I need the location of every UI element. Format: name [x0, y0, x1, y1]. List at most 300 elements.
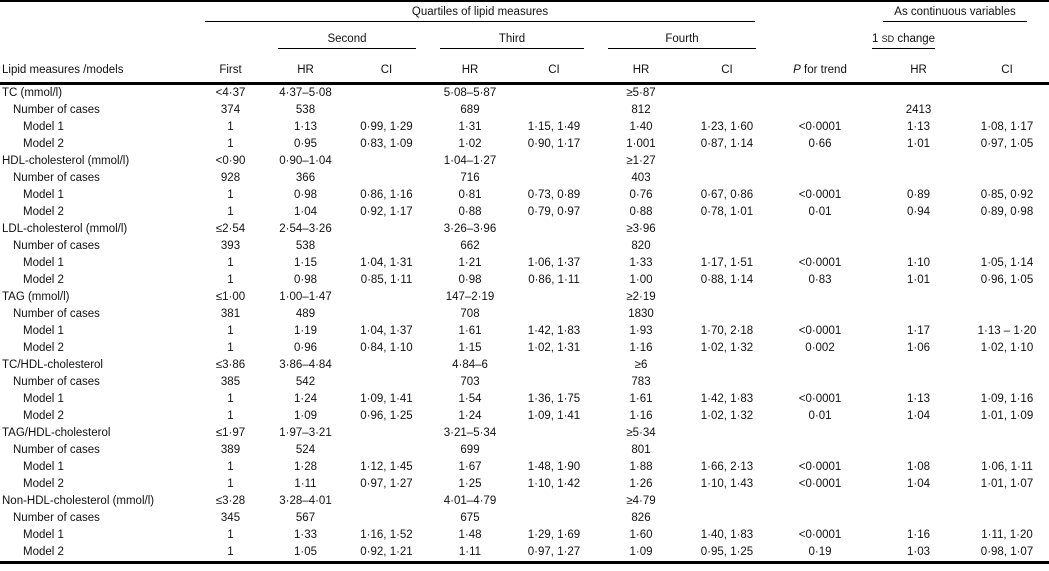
empty-cell [686, 289, 768, 306]
ci-value: 1·15, 1·49 [527, 120, 581, 133]
ci-value: 0·99, 1·29 [360, 120, 413, 133]
empty-cell [965, 221, 1049, 238]
hr-value: 1·26 [629, 477, 653, 490]
p-trend-value: 0·01 [808, 409, 832, 422]
empty-cell [872, 493, 965, 510]
cases-count: 381 [220, 307, 241, 320]
lipid-measure-label: TAG (mmol/l) [2, 290, 70, 303]
empty-cell [872, 289, 965, 306]
model-row [0, 255, 1049, 272]
ci-value: 1·13 – 1·20 [977, 324, 1037, 337]
hr-value: 1·40 [629, 120, 653, 133]
ci-value: 0·84, 1·10 [360, 341, 413, 354]
p-trend-value: 0·66 [808, 137, 832, 150]
ci-value: 0·96, 1·05 [980, 273, 1034, 286]
model-row-label: Model 2 [23, 545, 64, 558]
cases-count: 662 [460, 239, 480, 252]
empty-cell [512, 306, 596, 323]
model-row [0, 340, 1049, 357]
hr-value: 1 [227, 324, 234, 337]
quartile-range-value: ≤1·00 [215, 290, 246, 303]
cases-count: 366 [295, 171, 316, 184]
fourth-quartile-label: Fourth [608, 33, 756, 49]
ci-value: 1·36, 1·75 [527, 392, 581, 405]
hr-value: 1 [227, 120, 234, 133]
hr-value: 1·13 [907, 120, 931, 133]
cases-row-label: Number of cases [13, 239, 100, 252]
cases-count: 567 [295, 511, 316, 524]
model-row [0, 119, 1049, 136]
cases-row [0, 510, 1049, 527]
empty-cell [872, 83, 965, 102]
ci-value: 1·11, 1·20 [981, 528, 1033, 541]
cases-count: 403 [631, 171, 651, 184]
empty-cell [768, 493, 872, 510]
hr-value: 1·33 [293, 528, 318, 541]
cases-row [0, 374, 1049, 391]
ci-value: 0·85, 0·92 [980, 188, 1034, 201]
hr-value: 1·67 [458, 460, 482, 473]
ci-value: 1·10, 1·42 [527, 477, 581, 490]
hr-value: 1·06 [907, 341, 931, 354]
measure-row [0, 153, 1049, 170]
ci-value: 1·09, 1·41 [360, 392, 413, 405]
quartile-range-value: ≥3·96 [626, 222, 656, 235]
model-row [0, 204, 1049, 221]
hr-value: 1·15 [293, 256, 318, 269]
ci-value: 0·95, 1·25 [700, 545, 754, 558]
ci-value: 1·48, 1·90 [527, 460, 581, 473]
quartile-range-value: ≥1·27 [626, 154, 656, 167]
hr-value: 1·01 [907, 137, 931, 150]
hr-value: 1·09 [293, 409, 318, 422]
empty-cell [872, 170, 965, 187]
quartile-range-value: ≥5·87 [626, 86, 656, 99]
empty-cell [512, 170, 596, 187]
empty-cell [768, 1, 872, 24]
model-row [0, 408, 1049, 425]
empty-cell [768, 425, 872, 442]
p-trend-value: <0·0001 [798, 460, 842, 473]
empty-cell [686, 510, 768, 527]
p-trend-value: 0·19 [808, 545, 832, 558]
ci-value: 1·40, 1·83 [700, 528, 754, 541]
empty-cell [345, 425, 428, 442]
empty-cell [872, 374, 965, 391]
empty-cell [768, 102, 872, 119]
ci-value: 0·89, 0·98 [980, 205, 1034, 218]
hr-value: 1·16 [907, 528, 931, 541]
hr-value: 1·05 [293, 545, 318, 558]
model-row [0, 544, 1049, 563]
hr-value: 0·76 [629, 188, 653, 201]
cases-count: 542 [295, 375, 316, 388]
hr-value: 1 [227, 341, 234, 354]
empty-cell [965, 374, 1049, 391]
empty-cell [345, 153, 428, 170]
quartile-range-value: <4·37 [215, 86, 246, 99]
quartile-range-value: ≥5·34 [626, 426, 656, 439]
hr-value: 0·98 [458, 273, 482, 286]
ci-value: 1·04, 1·37 [360, 324, 413, 337]
quartile-range-value: 2·54–3·26 [279, 222, 332, 235]
cases-row [0, 238, 1049, 255]
cases-row [0, 442, 1049, 459]
hr-value: 1 [227, 137, 234, 150]
cases-count: 716 [460, 171, 480, 184]
empty-cell [686, 102, 768, 119]
third-quartile-label: Third [440, 33, 584, 49]
cases-count: 783 [631, 375, 651, 388]
fourth-quartile-header [596, 24, 768, 51]
hr-value: 1 [227, 460, 234, 473]
hr-value: 1·02 [458, 137, 482, 150]
row-label-header: Lipid measures /models [0, 51, 195, 83]
quartile-range-value: 4·84–6 [452, 358, 488, 371]
empty-cell [512, 510, 596, 527]
third-quartile-header [428, 24, 596, 51]
cases-count: 489 [295, 307, 316, 320]
ci-value: 0·87, 1·14 [700, 137, 754, 150]
quartile-range-value: ≤1·97 [215, 426, 246, 439]
ci-value: 0·79, 0·97 [527, 205, 581, 218]
hr-value: 1·28 [293, 460, 318, 473]
empty-cell [512, 83, 596, 102]
ci-value: 0·97, 1·05 [980, 137, 1034, 150]
cases-row-label: Number of cases [13, 443, 100, 456]
hr-value: 1·21 [458, 256, 482, 269]
cases-count: 385 [220, 375, 241, 388]
hr-value: 1·24 [458, 409, 482, 422]
empty-cell [686, 238, 768, 255]
quartile-range-value: 3·28–4·01 [279, 494, 332, 507]
hr-value: 1·61 [629, 392, 653, 405]
empty-cell [965, 289, 1049, 306]
ci-value: 0·88, 1·14 [700, 273, 754, 286]
model-row-label: Model 1 [23, 460, 64, 473]
empty-cell [768, 24, 872, 51]
cases-count: 826 [631, 511, 651, 524]
empty-cell [345, 289, 428, 306]
cases-row-label: Number of cases [13, 375, 100, 388]
hr-value: 1·88 [629, 460, 653, 473]
cases-count: 699 [460, 443, 480, 456]
sd-smallcaps: SD [881, 34, 895, 44]
empty-cell [345, 170, 428, 187]
cases-count: 928 [220, 171, 241, 184]
measure-row [0, 425, 1049, 442]
empty-cell [965, 83, 1049, 102]
hr-header: HR [266, 51, 345, 83]
empty-cell [686, 83, 768, 102]
empty-cell [686, 374, 768, 391]
empty-cell [345, 306, 428, 323]
hr-value: 1 [227, 545, 234, 558]
hr-value: 1·13 [907, 392, 931, 405]
empty-cell [512, 357, 596, 374]
ci-value: 1·06, 1·37 [527, 256, 581, 269]
cases-count: 708 [460, 307, 480, 320]
cases-row-label: Number of cases [13, 103, 100, 116]
model-row [0, 476, 1049, 493]
empty-cell [686, 357, 768, 374]
cases-count: 393 [220, 239, 241, 252]
quartile-range-value: ≥6 [634, 358, 648, 371]
hr-value: 1·04 [907, 409, 931, 422]
ci-value: 1·05, 1·14 [980, 256, 1034, 269]
ci-value: 1·17, 1·51 [700, 256, 754, 269]
quartile-range-value: 5·08–5·87 [443, 86, 497, 99]
cases-count: 689 [460, 103, 480, 116]
model-row-label: Model 2 [23, 477, 64, 490]
hr-value: 0·95 [293, 137, 318, 150]
hr-value: 1·24 [293, 392, 318, 405]
empty-cell [512, 289, 596, 306]
quartile-range-value: 4·01–4·79 [443, 494, 497, 507]
p-for-trend-header: P for trend [768, 51, 872, 83]
cases-row-label: Number of cases [13, 307, 100, 320]
cases-count: 801 [631, 443, 651, 456]
ci-value: 0·83, 1·09 [360, 137, 413, 150]
empty-cell [345, 238, 428, 255]
hr-value: 1 [227, 392, 234, 405]
empty-cell [768, 238, 872, 255]
hr-value: 1·03 [907, 545, 931, 558]
hr-value: 1·15 [458, 341, 482, 354]
empty-cell [872, 510, 965, 527]
measure-row [0, 493, 1049, 510]
ci-header: CI [345, 51, 428, 83]
empty-cell [872, 153, 965, 170]
ci-value: 0·97, 1·27 [527, 545, 581, 558]
group-header-row [0, 1, 1049, 24]
model-row-label: Model 2 [23, 205, 64, 218]
empty-cell [686, 306, 768, 323]
hr-value: 0·98 [293, 273, 318, 286]
p-trend-value: <0·0001 [798, 392, 842, 405]
empty-cell [512, 493, 596, 510]
hr-value: 1·08 [907, 460, 931, 473]
ci-value: 0·90, 1·17 [527, 137, 581, 150]
cases-count: 1830 [628, 307, 654, 320]
empty-cell [768, 306, 872, 323]
model-row [0, 187, 1049, 204]
hr-value: 1·01 [907, 273, 931, 286]
model-row-label: Model 2 [23, 273, 64, 286]
hr-value: 1 [227, 477, 234, 490]
quartile-range-value: 1·00–1·47 [279, 290, 332, 303]
p-trend-value: 0·01 [808, 205, 832, 218]
empty-cell [345, 493, 428, 510]
quartiles-group-header [195, 1, 768, 24]
p-trend-value: 0·002 [805, 341, 835, 354]
empty-cell [872, 306, 965, 323]
hr-value: 0·98 [293, 188, 318, 201]
empty-cell [872, 357, 965, 374]
cases-count: 389 [220, 443, 241, 456]
empty-cell [345, 221, 428, 238]
cases-row-label: Number of cases [13, 511, 100, 524]
continuous-group-header [872, 1, 1049, 24]
empty-cell [965, 153, 1049, 170]
model-row-label: Model 2 [23, 341, 64, 354]
empty-cell [965, 238, 1049, 255]
empty-cell [345, 442, 428, 459]
measure-row [0, 357, 1049, 374]
ci-value: 1·02, 1·32 [700, 409, 754, 422]
cases-count: 538 [295, 103, 316, 116]
ci-value: 1·02, 1·31 [527, 341, 581, 354]
p-trend-value: <0·0001 [798, 120, 842, 133]
hr-value: 1·60 [629, 528, 653, 541]
ci-value: 1·09, 1·16 [980, 392, 1034, 405]
lipid-measure-label: Non-HDL-cholesterol (mmol/l) [2, 494, 155, 507]
ci-value: 1·10, 1·43 [700, 477, 754, 490]
ci-value: 1·04, 1·31 [360, 256, 413, 269]
empty-cell [965, 493, 1049, 510]
empty-cell [345, 357, 428, 374]
empty-cell [965, 442, 1049, 459]
empty-cell [195, 24, 266, 51]
ci-header: CI [965, 51, 1049, 83]
continuous-group-label: As continuous variables [883, 6, 1027, 22]
quartile-subheader-row [0, 24, 1049, 51]
empty-cell [768, 510, 872, 527]
measure-row [0, 83, 1049, 102]
quartile-range-value: ≥4·79 [626, 494, 656, 507]
model-row-label: Model 1 [23, 188, 64, 201]
ci-value: 0·86, 1·11 [528, 273, 580, 286]
hr-value: 1·31 [458, 120, 482, 133]
model-row [0, 136, 1049, 153]
empty-cell [965, 306, 1049, 323]
ci-value: 1·01, 1·07 [980, 477, 1034, 490]
ci-value: 0·92, 1·21 [360, 545, 413, 558]
empty-cell [512, 102, 596, 119]
ci-value: 1·09, 1·41 [527, 409, 581, 422]
hr-value: 1·04 [907, 477, 931, 490]
ci-value: 1·29, 1·69 [527, 528, 581, 541]
ci-value: 1·16, 1·52 [360, 528, 413, 541]
hr-value: 1·17 [907, 324, 931, 337]
hr-value: 1·54 [458, 392, 482, 405]
quartile-range-value: ≤2·54 [215, 222, 246, 235]
ci-value: 1·42, 1·83 [700, 392, 754, 405]
hr-value: 1 [227, 409, 234, 422]
empty-cell [686, 425, 768, 442]
model-row [0, 323, 1049, 340]
hr-value: 1·19 [293, 324, 318, 337]
ci-value: 1·01, 1·09 [980, 409, 1034, 422]
empty-cell [768, 153, 872, 170]
hr-value: 1·09 [629, 545, 653, 558]
lipid-measure-label: TAG/HDL-cholesterol [2, 426, 111, 439]
empty-cell [768, 357, 872, 374]
empty-cell [872, 221, 965, 238]
empty-cell [512, 425, 596, 442]
empty-cell [686, 493, 768, 510]
empty-cell [512, 374, 596, 391]
hr-value: 1 [227, 188, 234, 201]
ci-header: CI [686, 51, 768, 83]
second-quartile-label: Second [278, 33, 416, 49]
ci-value: 1·02, 1·32 [700, 341, 754, 354]
quartile-range-value: ≥2·19 [626, 290, 656, 303]
lipid-measure-label: LDL-cholesterol (mmol/l) [2, 222, 128, 235]
empty-cell [965, 170, 1049, 187]
p-trend-value: <0·0001 [798, 256, 842, 269]
hr-value: 1·16 [629, 409, 653, 422]
empty-cell [965, 425, 1049, 442]
model-row [0, 459, 1049, 476]
quartile-range-value: 1·97–3·21 [279, 426, 332, 439]
ci-value: 0·96, 1·25 [360, 409, 413, 422]
table-body [0, 83, 1049, 562]
hr-value: 1 [227, 256, 234, 269]
hr-value: 1·61 [458, 324, 482, 337]
cases-row [0, 102, 1049, 119]
ci-value: 1·06, 1·11 [981, 460, 1033, 473]
hr-value: 1·13 [293, 120, 318, 133]
cases-row-label: Number of cases [13, 171, 100, 184]
cases-count: 812 [631, 103, 651, 116]
ci-value: 1·23, 1·60 [700, 120, 754, 133]
quartile-range-value: 147–2·19 [445, 290, 495, 303]
hr-value: 0·88 [458, 205, 482, 218]
ci-header: CI [512, 51, 596, 83]
ci-value: 1·12, 1·45 [360, 460, 413, 473]
empty-cell [872, 442, 965, 459]
empty-cell [686, 221, 768, 238]
empty-cell [345, 102, 428, 119]
quartile-range-value: <0·90 [215, 154, 246, 167]
measure-row [0, 289, 1049, 306]
empty-cell [965, 357, 1049, 374]
p-trend-value: 0·83 [808, 273, 832, 286]
empty-cell [345, 374, 428, 391]
quartile-range-value: 3·86–4·84 [279, 358, 332, 371]
model-row-label: Model 1 [23, 324, 64, 337]
lipid-measure-label: TC/HDL-cholesterol [2, 358, 103, 371]
ci-value: 1·02, 1·10 [980, 341, 1034, 354]
hr-header: HR [428, 51, 512, 83]
ci-value: 0·78, 1·01 [700, 205, 754, 218]
model-row [0, 272, 1049, 289]
hr-header: HR [872, 51, 965, 83]
ci-value: 0·67, 0·86 [700, 188, 754, 201]
model-row-label: Model 1 [23, 120, 64, 133]
quartile-range-value: ≤3·28 [215, 494, 246, 507]
hr-value: 1·04 [293, 205, 318, 218]
empty-cell [345, 510, 428, 527]
lipid-measure-label: TC (mmol/l) [2, 86, 63, 99]
cases-row [0, 306, 1049, 323]
empty-cell [768, 170, 872, 187]
quartile-range-value: 4·37–5·08 [279, 86, 332, 99]
hr-value: 1·11 [294, 477, 317, 490]
ci-value: 0·85, 1·11 [360, 273, 413, 286]
quartiles-group-label: Quartiles of lipid measures [205, 6, 755, 22]
quartile-range-value: 3·26–3·96 [443, 222, 497, 235]
quartile-range-value: 1·04–1·27 [443, 154, 497, 167]
sd-change-label: 1 SD change [872, 33, 935, 49]
ci-value: 0·92, 1·17 [360, 205, 413, 218]
hr-value: 0·81 [458, 188, 482, 201]
empty-cell [0, 24, 195, 51]
hr-value: 1·25 [458, 477, 482, 490]
empty-cell [512, 238, 596, 255]
hr-value: 0·89 [907, 188, 931, 201]
